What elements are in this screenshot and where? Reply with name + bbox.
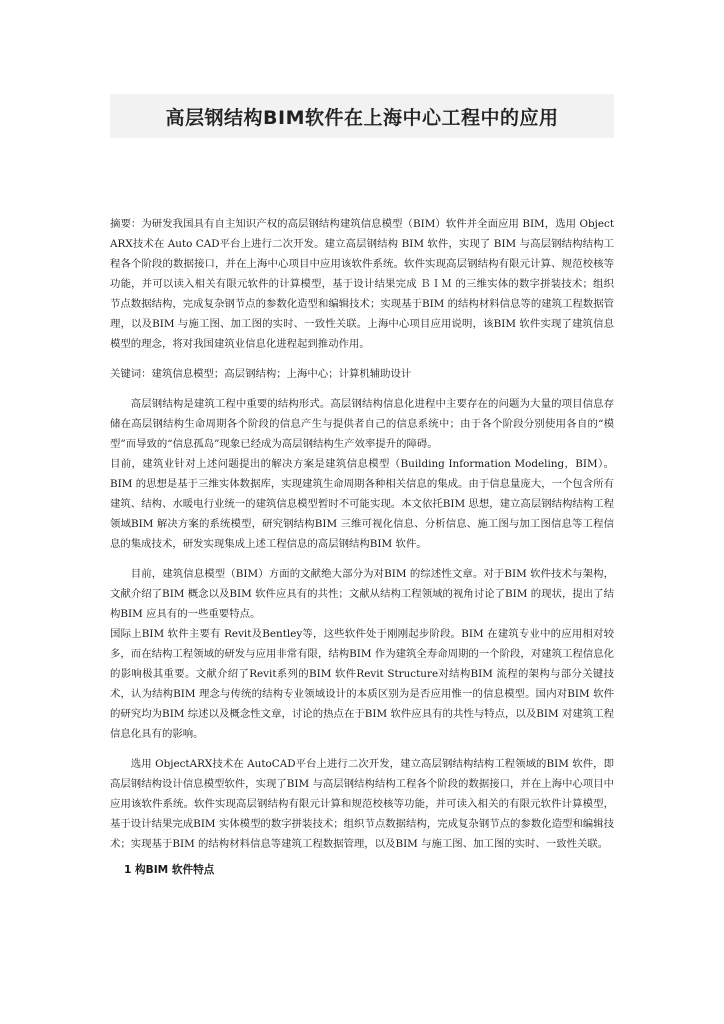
title-band (110, 94, 614, 138)
section-heading: 1 构BIM 软件特点 (124, 864, 215, 876)
body-paragraph: 选用 ObjectARX技术在 AutoCAD平台上进行二次开发，建立高层钢结构结构工程领域的BIM 软件，即高层钢结构设计信息模型软件，实现了BIM 与高层钢结构结构工程各个阶段的数据接口，并在上海中心项目中应用该软件系统。软件实现高层钢结构有限元计算和规范校核等功能，并可读入相关的有限元软件计算模型，基于设计结果完成BIM 实体模型的数字拼装技术；组织节点数据结构，完成复杂钢节点的参数化造型和编辑技术；实现基于BIM 的结构材料信息等建筑工程数据管理，以及BIM 与施工图、加工图的实时、一致性关联。 (110, 758, 614, 850)
body-paragraph: 高层钢结构是建筑工程中重要的结构形式。高层钢结构信息化进程中主要存在的问题为大量的项目信息存储在高层钢结构生命周期各个阶段的信息产生与提供者自己的信息系统中；由于各个阶段分别使用各自的“模型”而导致的“信息孤岛”现象已经成为高层钢结构生产效率提升的障碍。 (110, 398, 614, 450)
paper-title: 高层钢结构BIM软件在上海中心工程中的应用 (165, 106, 559, 129)
paper-body (110, 214, 614, 880)
keywords: 关键词：建筑信息模型；高层钢结构；上海中心；计算机辅助设计 (110, 368, 412, 380)
body-paragraph: 目前，建筑业针对上述问题提出的解决方案是建筑信息模型（Building Information Modeling，BIM）。BIM 的思想是基于三维实体数据库，实现建筑生命周期各种相关信息的集成。由于信息量庞大，一个包含所有建筑、结构、水暖电行业统一的建筑信息模型暂时不可能实现。本文依托BIM 思想，建立高层钢结构结构工程领域BIM 解决方案的系统模型，研究钢结构BIM 三维可视化信息、分析信息、施工图与加工图信息等工程信息的集成技术，研发实现集成上述工程信息的高层钢结构BIM 软件。 (110, 458, 614, 550)
abstract: 摘要：为研发我国具有自主知识产权的高层钢结构建筑信息模型（BIM）软件并全面应用 BIM，选用 Object ARX技术在 Auto CAD平台上进行二次开发。建立高层钢结构 BIM 软件，实现了 BIM 与高层钢结构结构工程各个阶段的数据接口，并在上海中心项目中应用该软件系统。软件实现高层钢结构有限元计算、规范校核等功能，并可以读入相关有限元软件的计算模型，基于设计结果完成 ＢＩＭ 的三维实体的数字拼装技术；组织节点数据结构，完成复杂钢节点的参数化造型和编辑技术；实现基于BIM 的结构材料信息等的建筑工程数据管理，以及BIM 与施工图、加工图的实时、一致性关联。上海中心项目应用说明，该BIM 软件实现了建筑信息模型的理念，将对我国建筑业信息化进程起到推动作用。 (110, 218, 614, 350)
body-paragraph: 国际上BIM 软件主要有 Revit及Bentley等，这些软件处于刚刚起步阶段。BIM 在建筑专业中的应用相对较多，而在结构工程领域的研发与应用非常有限，结构BIM 作为建筑全寿命周期的一个阶段，对建筑工程信息化的影响极其重要。文献介绍了Revit系列的BIM 软件Revit Structure对结构BIM 流程的架构与部分关键技术，认为结构BIM 理念与传统的结构专业领域设计的本质区别为是否应用惟一的信息模型。国内对BIM 软件的研究均为BIM 综述以及概念性文章，讨论的热点在于BIM 软件应具有的共性与特点，以及BIM 对建筑工程信息化具有的影响。 (110, 628, 614, 740)
body-paragraph: 目前，建筑信息模型（BIM）方面的文献绝大部分为对BIM 的综述性文章。对于BIM 软件技术与架构，文献介绍了BIM 概念以及BIM 软件应具有的共性；文献从结构工程领域的视角讨论了BIM 的现状，提出了结构BIM 应具有的一些重要特点。 (110, 568, 614, 620)
